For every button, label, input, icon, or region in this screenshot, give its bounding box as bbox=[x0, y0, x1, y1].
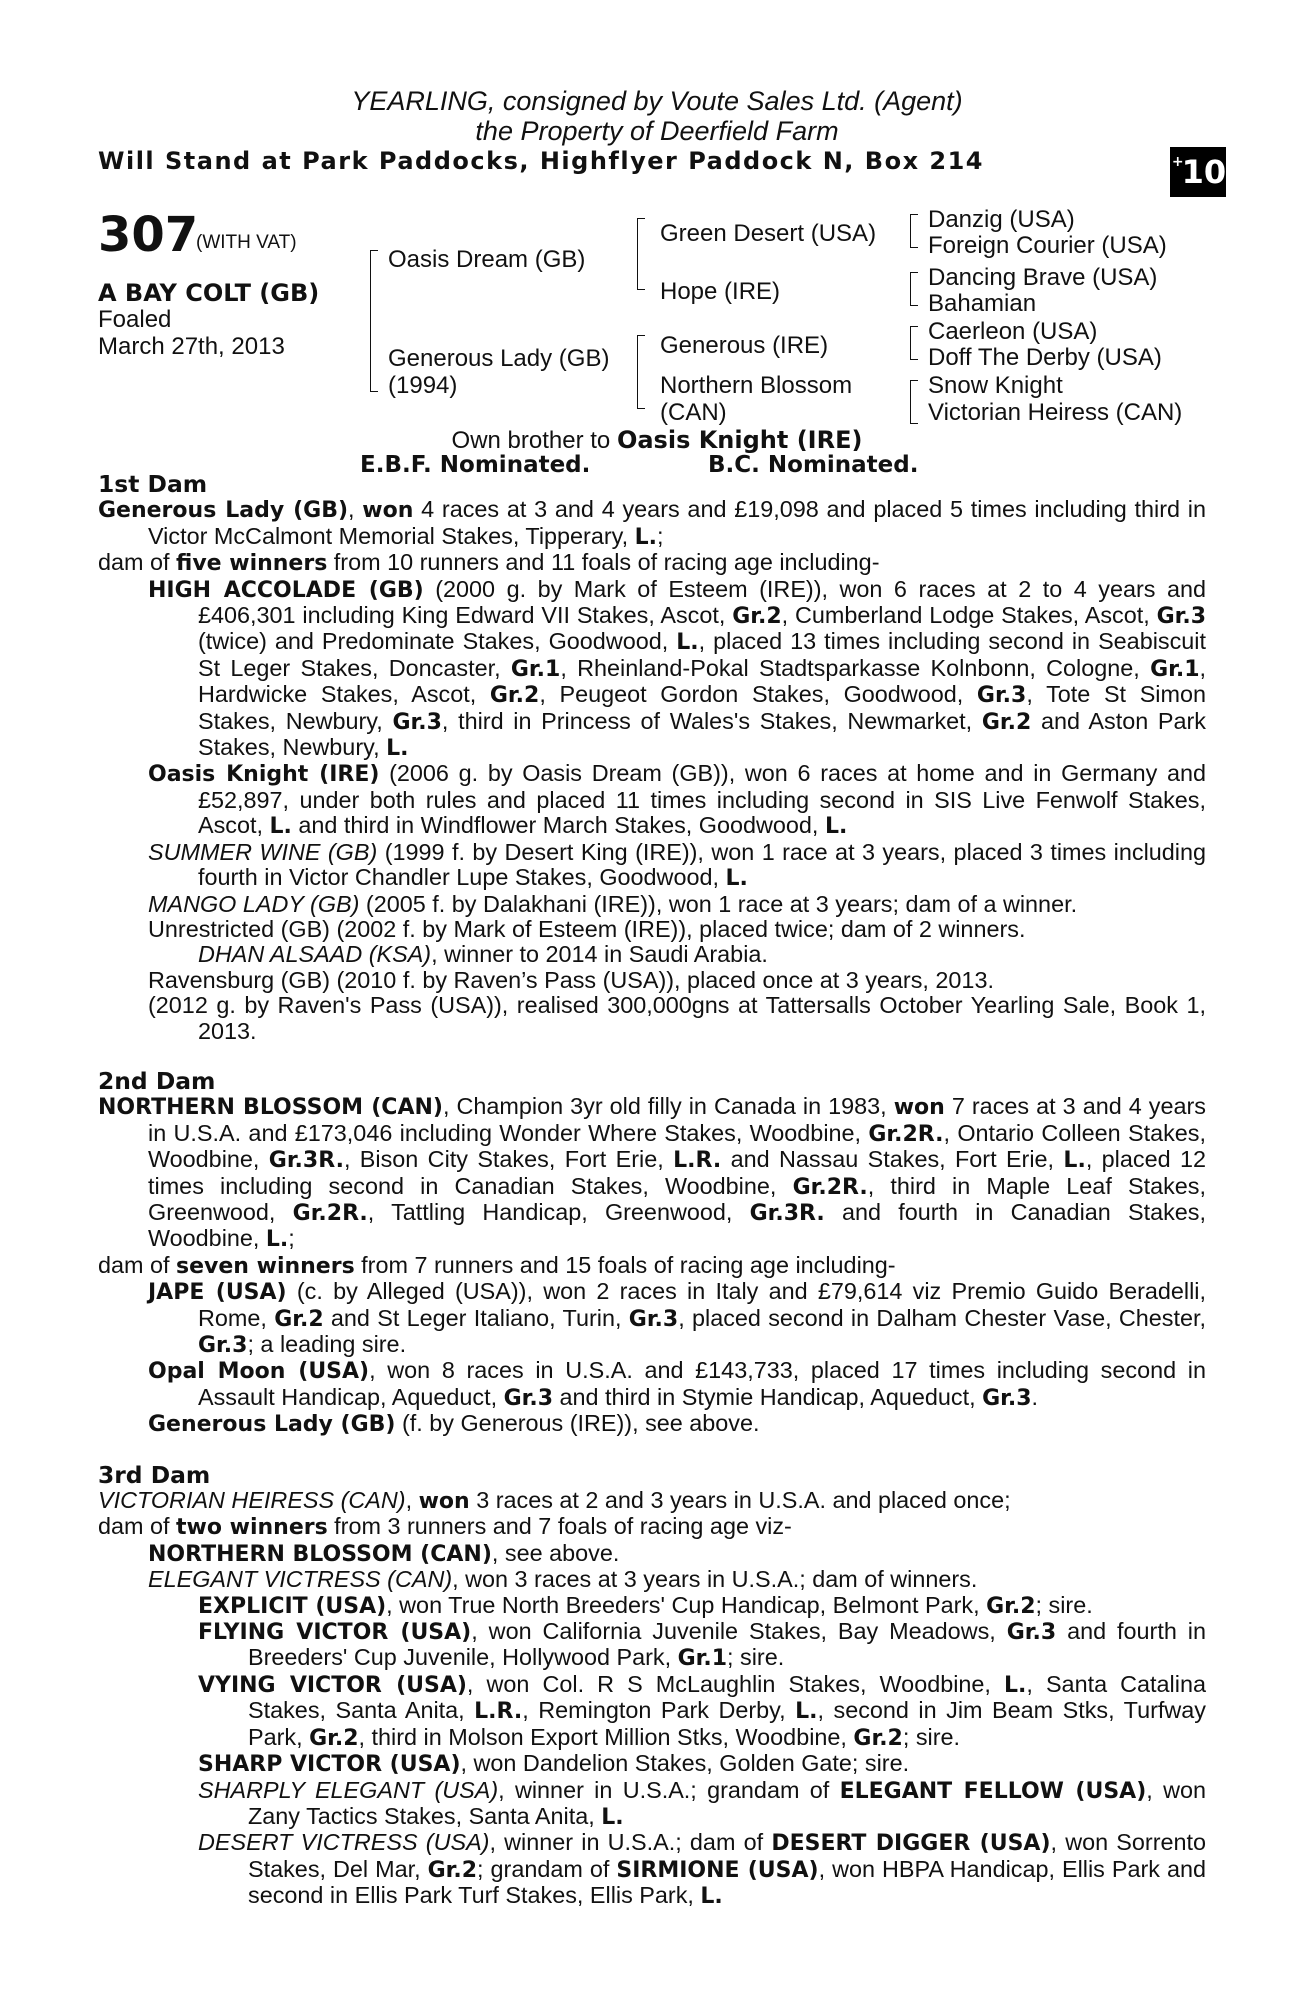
bold-text: L.R. bbox=[474, 1699, 523, 1725]
bold-text: SIRMIONE (USA) bbox=[616, 1857, 819, 1883]
text-run: , won 8 races in U.S.A. and £143,733, placed 17 times including second in Assault Handicap, Aqueduct, bbox=[198, 1357, 1206, 1410]
bold-text: Gr.2 bbox=[274, 1306, 324, 1332]
ggs-7: Snow Knight bbox=[928, 372, 1063, 399]
brace-ss bbox=[910, 214, 918, 248]
bold-text: VYING VICTOR (USA) bbox=[198, 1672, 467, 1698]
bold-text: Gr.1 bbox=[1150, 656, 1200, 682]
bold-text: Gr.3 bbox=[628, 1306, 679, 1332]
sire-name: Oasis Dream (GB) bbox=[388, 246, 586, 273]
text-run: , won 3 races at 3 years in U.S.A.; dam of winners. bbox=[452, 1566, 978, 1593]
property-line: the Property of Deerfield Farm bbox=[475, 116, 839, 146]
brace-sd bbox=[910, 272, 918, 306]
bold-text: Gr.3 bbox=[503, 1385, 554, 1411]
bc-nominated: B.C. Nominated. bbox=[708, 452, 919, 478]
bold-text: L. bbox=[634, 524, 657, 550]
italic-text: DHAN ALSAAD (KSA) bbox=[198, 941, 432, 968]
bold-text: L. bbox=[386, 736, 409, 762]
text-run: , Hardwicke Stakes, Ascot, bbox=[198, 654, 1206, 708]
text-run: 4 races at 3 and 4 years and £19,098 and placed 5 times including third in Victor McCalmont Memorial Stakes, Tipperary, bbox=[148, 496, 1206, 549]
bold-text: Gr.3 bbox=[982, 1385, 1032, 1411]
bold-text: L. bbox=[265, 1227, 289, 1253]
bold-text: Gr.2R. bbox=[868, 1121, 944, 1147]
ggs-3: Dancing Brave (USA) bbox=[928, 264, 1158, 291]
text-run: ; sire. bbox=[902, 1723, 961, 1750]
stand-location: Will Stand at Park Paddocks, Highflyer Paddock N, Box 214 bbox=[98, 147, 984, 175]
text-run: (2005 f. by Dalakhani (IRE)), won 1 race at 3 years; dam of a winner. bbox=[359, 890, 1078, 917]
text-run: , Tote St Simon Stakes, Newbury, bbox=[198, 681, 1206, 734]
bold-text: Generous Lady (GB) bbox=[148, 1412, 396, 1438]
bold-text: ELEGANT FELLOW (USA) bbox=[839, 1778, 1147, 1804]
text-run: dam of bbox=[98, 1513, 177, 1540]
italic-text: VICTORIAN HEIRESS (CAN) bbox=[98, 1487, 406, 1514]
foaled-label: Foaled bbox=[98, 306, 172, 333]
text-run: dam of bbox=[98, 1251, 177, 1278]
record-paragraph bbox=[98, 1567, 1206, 1592]
text-run: , second in Jim Beam Stks, Turfway Park, bbox=[248, 1697, 1206, 1750]
record-paragraph bbox=[98, 1778, 1206, 1831]
bold-text: DESERT DIGGER (USA) bbox=[771, 1831, 1051, 1857]
text-run: , Santa Catalina Stakes, Santa Anita, bbox=[248, 1670, 1206, 1724]
bold-text: Gr.2 bbox=[309, 1725, 359, 1751]
text-run: , Ontario Colleen Stakes, Woodbine, bbox=[148, 1119, 1206, 1173]
text-run: , placed 13 times including second in Seabiscuit St Leger Stakes, Doncaster, bbox=[198, 628, 1206, 681]
bold-text: Gr.2 bbox=[427, 1857, 478, 1883]
text-run: and fourth in Canadian Stakes, Woodbine, bbox=[148, 1198, 1206, 1252]
bold-text: L. bbox=[676, 630, 699, 656]
consignor-line: YEARLING, consigned by Voute Sales Ltd. (Agent) bbox=[351, 86, 963, 116]
record-paragraph bbox=[98, 1672, 1206, 1751]
text-run: (2006 g. by Oasis Dream (GB)), won 6 races at home and in Germany and £52,897, under both rules and placed 11 times including second in SIS Live Fenwolf Stakes, Ascot, bbox=[198, 760, 1206, 839]
ggs-5: Caerleon (USA) bbox=[928, 318, 1098, 345]
bold-text: NORTHERN BLOSSOM (CAN) bbox=[98, 1095, 443, 1121]
own-brother-name: Oasis Knight (IRE) bbox=[616, 426, 863, 454]
brace-dd bbox=[910, 380, 918, 424]
bold-text: Gr.3R. bbox=[268, 1148, 344, 1174]
dam-year: (1994) bbox=[388, 372, 458, 399]
text-run: , Champion 3yr old filly in Canada in 1983, bbox=[442, 1093, 894, 1120]
text-run: and Nassau Stakes, Fort Erie, bbox=[721, 1146, 1064, 1173]
bold-text: two winners bbox=[176, 1515, 328, 1541]
text-run: , bbox=[348, 496, 363, 523]
italic-text: ELEGANT VICTRESS (CAN) bbox=[148, 1566, 453, 1593]
record-paragraph bbox=[98, 892, 1206, 917]
bold-text: Gr.2 bbox=[732, 604, 782, 630]
text-run: and St Leger Italiano, Turin, bbox=[323, 1304, 629, 1331]
text-run: , third in Princess of Wales's Stakes, Newmarket, bbox=[441, 707, 982, 734]
bold-text: Gr.3 bbox=[1006, 1620, 1057, 1646]
own-brother-note bbox=[0, 426, 1314, 455]
text-run: , see above. bbox=[491, 1539, 620, 1566]
italic-text: DESERT VICTRESS (USA) bbox=[198, 1829, 490, 1856]
record-paragraph bbox=[98, 917, 1206, 942]
bold-text: L. bbox=[700, 1884, 723, 1910]
text-run: from 7 runners and 15 foals of racing age including- bbox=[354, 1251, 896, 1278]
bold-text: five winners bbox=[176, 551, 328, 577]
bold-text: L.R. bbox=[673, 1148, 722, 1174]
text-run: (c. by Alleged (USA)), won 2 races in Italy and £79,614 viz Premio Guido Beradelli, Rome, bbox=[198, 1278, 1206, 1331]
bold-text: Opal Moon (USA) bbox=[148, 1359, 370, 1385]
dam-sire: Generous (IRE) bbox=[660, 332, 829, 359]
text-run: 7 races at 3 and 4 years in U.S.A. and £173,046 including Wonder Where Stakes, Woodbine, bbox=[148, 1093, 1206, 1146]
record-paragraph bbox=[98, 1094, 1206, 1252]
brace-sire bbox=[637, 218, 645, 290]
text-run: , won Sorrento Stakes, Del Mar, bbox=[248, 1829, 1207, 1882]
text-run: from 10 runners and 11 foals of racing age including- bbox=[327, 549, 880, 576]
text-run: , won HBPA Handicap, Ellis Park and second in Ellis Park Turf Stakes, Ellis Park, bbox=[248, 1855, 1206, 1909]
text-run: and Aston Park Stakes, Newbury, bbox=[198, 707, 1207, 761]
bold-text: Gr.2R. bbox=[292, 1200, 368, 1226]
bold-text: Gr.3 bbox=[1156, 604, 1206, 630]
bold-text: Gr.2 bbox=[981, 709, 1032, 735]
bold-text: L. bbox=[269, 814, 292, 840]
bold-text: JAPE (USA) bbox=[148, 1280, 287, 1306]
ggs-8: Victorian Heiress (CAN) bbox=[928, 399, 1183, 426]
bold-text: seven winners bbox=[176, 1253, 355, 1279]
text-run: , won California Juvenile Stakes, Bay Meadows, bbox=[471, 1618, 1007, 1645]
foaled-date: March 27th, 2013 bbox=[98, 333, 285, 360]
sire-dam: Hope (IRE) bbox=[660, 278, 781, 305]
dam-dam-origin: (CAN) bbox=[660, 399, 727, 426]
text-run: (2000 g. by Mark of Esteem (IRE)), won 6 races at 2 to 4 years and £406,301 including King Edward VII Stakes, Ascot, bbox=[198, 575, 1206, 629]
bold-text: Gr.3R. bbox=[749, 1200, 825, 1226]
text-run: , Remington Park Derby, bbox=[522, 1697, 796, 1724]
record-paragraph bbox=[98, 1541, 1206, 1567]
text-run: , third in Maple Leaf Stakes, Greenwood, bbox=[148, 1172, 1206, 1225]
italic-text: SHARPLY ELEGANT (USA) bbox=[198, 1776, 499, 1803]
text-run: and third in Stymie Handicap, Aqueduct, bbox=[553, 1383, 983, 1410]
text-run: , bbox=[405, 1487, 419, 1514]
record-paragraph bbox=[98, 1279, 1206, 1358]
badge-number: 10 bbox=[1181, 153, 1227, 191]
bold-text: Gr.2 bbox=[986, 1593, 1036, 1619]
brace-dam bbox=[637, 335, 645, 409]
text-run: ; grandam of bbox=[477, 1855, 617, 1882]
text-run: and third in Windflower March Stakes, Goodwood, bbox=[291, 812, 825, 839]
text-run: , placed second in Dalham Chester Vase, Chester, bbox=[678, 1304, 1206, 1331]
ggs-2: Foreign Courier (USA) bbox=[928, 232, 1167, 259]
bold-text: FLYING VICTOR (USA) bbox=[198, 1620, 472, 1646]
horse-description: A BAY COLT (GB) bbox=[98, 279, 320, 307]
text-run: (1999 f. by Desert King (IRE)), won 1 race at 3 years, placed 3 times including fourth in Victor Chandler Lupe Stakes, Goodwood, bbox=[198, 838, 1206, 891]
text-run: from 3 runners and 7 foals of racing age viz- bbox=[327, 1513, 792, 1540]
record-paragraph bbox=[98, 497, 1206, 550]
text-run: , Peugeot Gordon Stakes, Goodwood, bbox=[539, 681, 977, 708]
bold-text: Gr.2 bbox=[489, 683, 540, 709]
text-run: , Cumberland Lodge Stakes, Ascot, bbox=[781, 602, 1157, 629]
text-run: (twice) and Predominate Stakes, Goodwood, bbox=[198, 628, 677, 655]
bold-text: Gr.2 bbox=[853, 1725, 903, 1751]
text-run: . bbox=[1031, 1383, 1039, 1410]
bold-text: L. bbox=[601, 1804, 624, 1830]
bold-text: L. bbox=[1004, 1672, 1027, 1698]
bold-text: won bbox=[418, 1489, 470, 1515]
bold-text: L. bbox=[1063, 1148, 1086, 1174]
text-run: 3 races at 2 and 3 years in U.S.A. and placed once; bbox=[469, 1487, 1011, 1514]
text-run: (2012 g. by Raven's Pass (USA)), realised 300,000gns at Tattersalls October Yearling Sale, Book 1, 2013. bbox=[148, 992, 1206, 1044]
bold-text: Gr.3 bbox=[198, 1333, 248, 1358]
record-paragraph bbox=[98, 1411, 1206, 1437]
text-run: ; bbox=[288, 1225, 295, 1252]
record-paragraph bbox=[98, 942, 1206, 967]
bold-text: Gr.1 bbox=[510, 656, 561, 682]
ggs-4: Bahamian bbox=[928, 290, 1037, 317]
text-run: and fourth in Breeders' Cup Juvenile, Hollywood Park, bbox=[248, 1618, 1206, 1671]
bold-text: Generous Lady (GB) bbox=[98, 498, 349, 524]
bold-text: Gr.3 bbox=[976, 683, 1027, 709]
bold-text: NORTHERN BLOSSOM (CAN) bbox=[148, 1541, 492, 1567]
text-run: ; sire. bbox=[1035, 1591, 1093, 1618]
lot-number: 307 bbox=[98, 207, 199, 263]
sire-sire: Green Desert (USA) bbox=[660, 220, 877, 247]
record-paragraph bbox=[98, 761, 1206, 839]
text-run: ; a leading sire. bbox=[247, 1331, 407, 1357]
text-run: , won True North Breeders' Cup Handicap, Belmont Park, bbox=[386, 1591, 987, 1618]
bold-text: Gr.3 bbox=[392, 709, 442, 735]
badge-mark: + bbox=[1171, 154, 1184, 170]
italic-text: MANGO LADY (GB) bbox=[148, 890, 360, 917]
dam-name: Generous Lady (GB) bbox=[388, 345, 610, 372]
bold-text: Oasis Knight (IRE) bbox=[148, 762, 380, 788]
record-paragraph bbox=[98, 1514, 1206, 1540]
ebf-nominated: E.B.F. Nominated. bbox=[360, 452, 591, 478]
dam-dam: Northern Blossom bbox=[660, 372, 853, 399]
bold-text: L. bbox=[725, 866, 748, 892]
bold-text: Gr.1 bbox=[677, 1646, 728, 1672]
record-paragraph bbox=[98, 968, 1206, 993]
bold-text: L. bbox=[824, 814, 848, 840]
text-run: , winner in U.S.A.; dam of bbox=[489, 1829, 772, 1856]
text-run: , Rheinland-Pokal Stadtsparkasse Kolnbonn, Cologne, bbox=[560, 654, 1151, 681]
section-heading: 3rd Dam bbox=[98, 1460, 211, 1489]
text-run: , won Col. R S McLaughlin Stakes, Woodbine, bbox=[466, 1670, 1004, 1697]
text-run: , placed 12 times including second in Canadian Stakes, Woodbine, bbox=[148, 1146, 1206, 1199]
text-run: , winner to 2014 in Saudi Arabia. bbox=[431, 941, 768, 968]
brace-gen1 bbox=[370, 250, 378, 392]
record-paragraph bbox=[98, 1751, 1206, 1777]
family-details bbox=[98, 472, 1206, 1910]
bold-text: SHARP VICTOR (USA) bbox=[198, 1752, 461, 1778]
record-paragraph bbox=[98, 1253, 1206, 1279]
ggs-6: Doff The Derby (USA) bbox=[928, 344, 1162, 371]
italic-text: SUMMER WINE (GB) bbox=[148, 838, 378, 865]
text-run: , won Zany Tactics Stakes, Santa Anita, bbox=[248, 1776, 1206, 1829]
bold-text: HIGH ACCOLADE (GB) bbox=[148, 577, 424, 603]
record-paragraph bbox=[98, 1619, 1206, 1672]
bold-text: L. bbox=[795, 1699, 818, 1725]
record-paragraph bbox=[98, 1488, 1206, 1514]
text-run: ; sire. bbox=[727, 1644, 785, 1671]
text-run: , Bison City Stakes, Fort Erie, bbox=[343, 1146, 674, 1173]
text-run: dam of bbox=[98, 549, 177, 576]
bold-text: won bbox=[893, 1095, 945, 1121]
record-paragraph bbox=[98, 1593, 1206, 1619]
bold-text: EXPLICIT (USA) bbox=[198, 1593, 387, 1619]
text-run: , won Dandelion Stakes, Golden Gate; sire. bbox=[460, 1750, 910, 1777]
own-brother-prefix: Own brother to bbox=[451, 427, 617, 454]
record-paragraph bbox=[98, 1830, 1206, 1909]
record-paragraph bbox=[98, 1358, 1206, 1411]
record-paragraph bbox=[98, 550, 1206, 576]
bold-text: won bbox=[362, 498, 414, 524]
text-run: , winner in U.S.A.; grandam of bbox=[498, 1776, 840, 1803]
record-paragraph bbox=[98, 840, 1206, 892]
text-run: (f. by Generous (IRE)), see above. bbox=[395, 1410, 760, 1437]
text-run: , Tattling Handicap, Greenwood, bbox=[367, 1198, 750, 1225]
text-run: ; bbox=[656, 522, 664, 549]
section-heading: 1st Dam bbox=[98, 470, 208, 498]
lot-badge bbox=[1170, 147, 1226, 197]
ggs-1: Danzig (USA) bbox=[928, 206, 1075, 233]
text-run: Unrestricted (GB) (2002 f. by Mark of Esteem (IRE)), placed twice; dam of 2 winners. bbox=[148, 915, 1026, 942]
brace-ds bbox=[910, 326, 918, 360]
text-run: Ravensburg (GB) (2010 f. by Raven’s Pass (USA)), placed once at 3 years, 2013. bbox=[148, 966, 994, 993]
record-paragraph bbox=[98, 577, 1206, 762]
bold-text: Gr.2R. bbox=[792, 1174, 868, 1200]
record-paragraph bbox=[98, 993, 1206, 1044]
vat-note: (WITH VAT) bbox=[196, 232, 297, 253]
section-heading: 2nd Dam bbox=[98, 1066, 216, 1095]
text-run: , third in Molson Export Million Stks, Woodbine, bbox=[358, 1723, 854, 1750]
